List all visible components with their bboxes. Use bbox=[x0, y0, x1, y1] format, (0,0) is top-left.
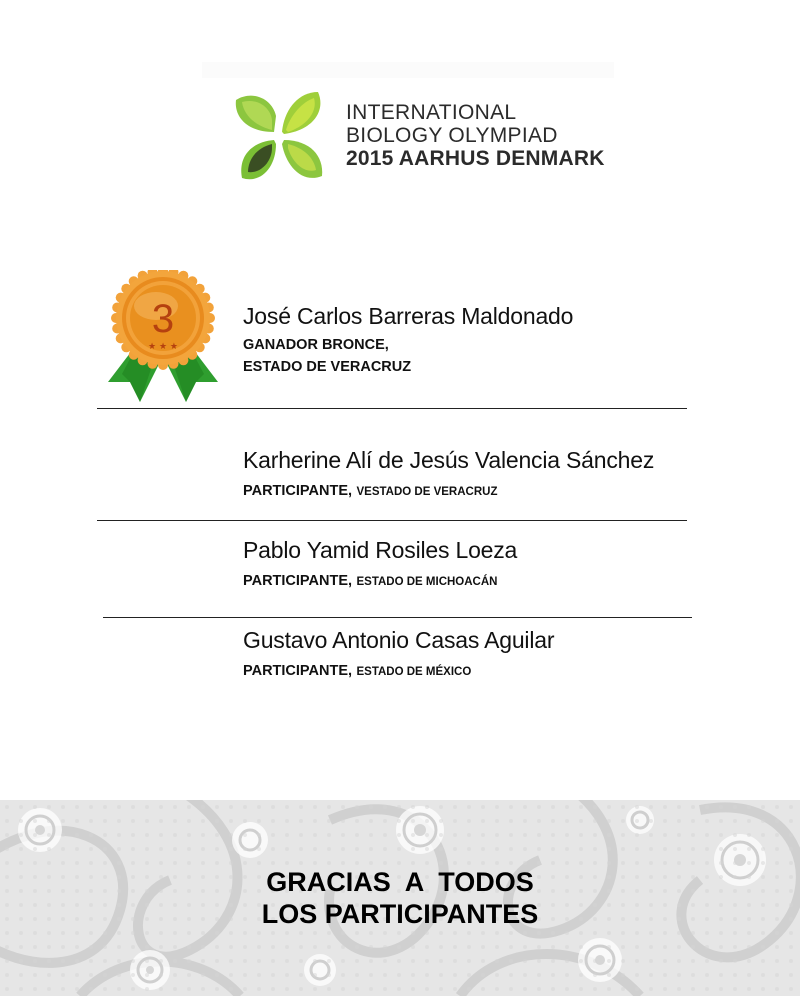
divider bbox=[97, 520, 687, 521]
clover-logo-icon bbox=[226, 86, 332, 186]
divider bbox=[97, 408, 687, 409]
participant-entry bbox=[243, 536, 517, 593]
logo-line-biology-olympiad: BIOLOGY OLYMPIAD bbox=[346, 124, 558, 147]
divider bbox=[103, 617, 692, 618]
winner-entry bbox=[243, 302, 573, 378]
ibo-logo bbox=[226, 86, 606, 186]
participant-name: Gustavo Antonio Casas Aguilar bbox=[243, 627, 555, 653]
logo-line-international: INTERNATIONAL bbox=[346, 101, 517, 124]
participant-state: ESTADO DE MÉXICO bbox=[356, 666, 472, 678]
participant-name: Pablo Yamid Rosiles Loeza bbox=[243, 537, 518, 563]
bronze-medal-icon bbox=[100, 270, 226, 410]
participant-role: PARTICIPANTE, bbox=[243, 573, 353, 589]
medal-stars: ★ ★ ★ bbox=[148, 342, 178, 352]
participant-state: ESTADO DE MICHOACÁN bbox=[356, 576, 498, 588]
participant-award: GANADOR BRONCE, bbox=[243, 337, 389, 353]
participant-role: PARTICIPANTE, bbox=[243, 663, 353, 679]
thanks-line-1: GRACIAS A TODOS bbox=[266, 867, 534, 897]
participant-state: ESTADO DE VERACRUZ bbox=[243, 359, 412, 375]
participant-entry bbox=[243, 446, 654, 503]
participant-entry bbox=[243, 626, 554, 683]
logo-text bbox=[346, 101, 605, 171]
participant-role: PARTICIPANTE, bbox=[243, 483, 353, 499]
participant-name: José Carlos Barreras Maldonado bbox=[243, 303, 574, 329]
participant-name: Karherine Alí de Jesús Valencia Sánchez bbox=[243, 447, 655, 473]
thanks-message bbox=[0, 866, 800, 930]
participant-state: VESTADO DE VERACRUZ bbox=[356, 486, 498, 498]
medal-rank-number: 3 bbox=[151, 297, 175, 341]
thanks-line-2: LOS PARTICIPANTES bbox=[261, 899, 539, 929]
logo-backdrop bbox=[202, 62, 614, 78]
logo-line-year-location: 2015 AARHUS DENMARK bbox=[346, 147, 605, 170]
